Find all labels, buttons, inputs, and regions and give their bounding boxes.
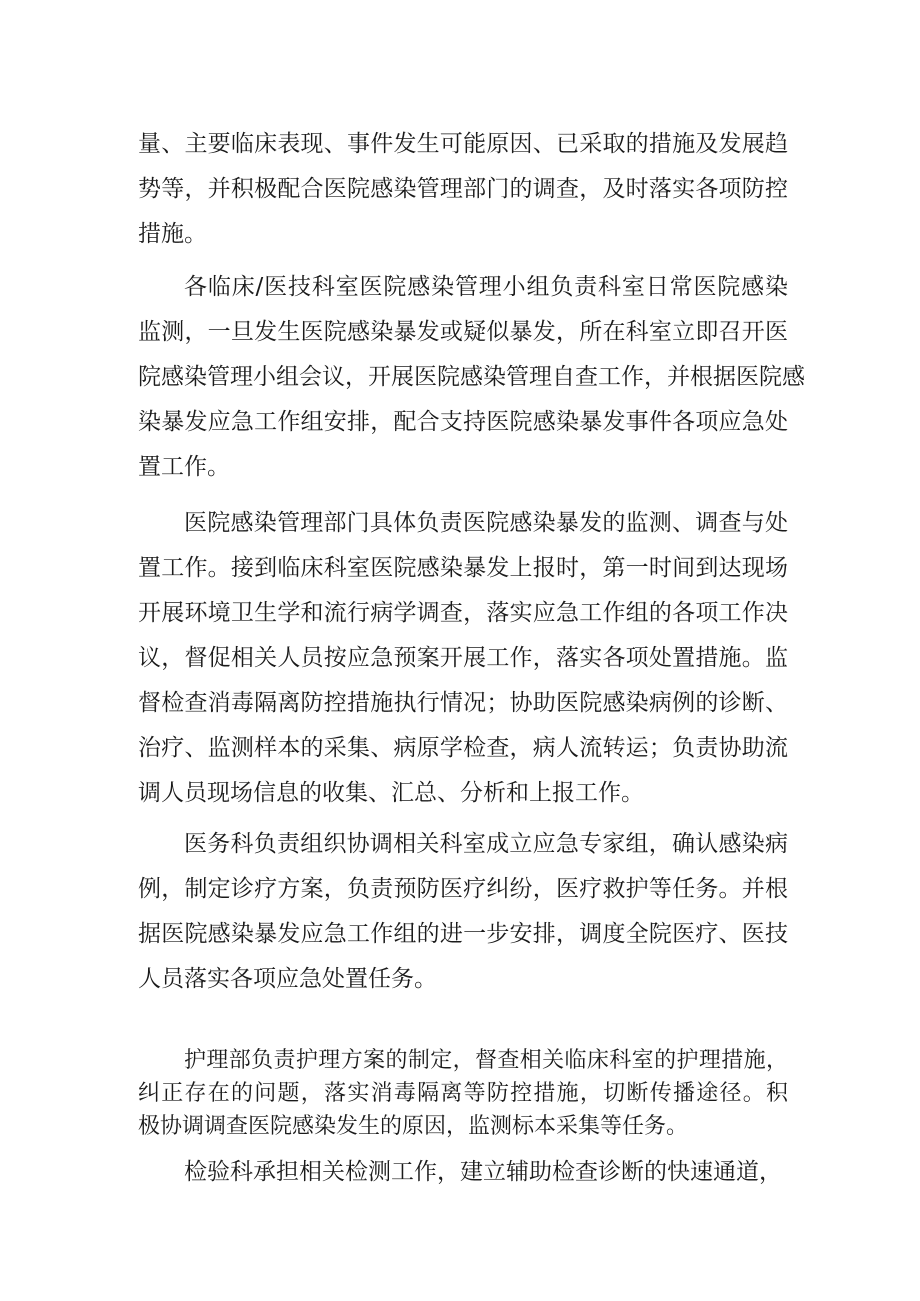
paragraph-line: 开展环境卫生学和流行病学调查，落实应急工作组的各项工作决 [138, 600, 788, 626]
paragraph-line: 置工作。 [138, 454, 230, 480]
paragraph-5 [138, 1044, 788, 1143]
paragraph-4 [138, 822, 788, 1002]
paragraph-line: 各临床/医技科室医院感染管理小组负责科室日常医院感染 [184, 274, 788, 300]
paragraph-line: 量、主要临床表现、事件发生可能原因、已采取的措施及发展趋 [138, 131, 788, 157]
paragraph-line: 染暴发应急工作组安排，配合支持医院感染暴发事件各项应急处 [138, 409, 788, 435]
paragraph-line: 极协调调查医院感染发生的原因，监测标本采集等任务。 [138, 1114, 689, 1139]
paragraph-line: 例，制定诊疗方案，负责预防医疗纠纷，医疗救护等任务。并根 [138, 876, 788, 902]
paragraph-1 [138, 122, 788, 257]
paragraph-line: 检验科承担相关检测工作，建立辅助检查诊断的快速通道， [184, 1159, 782, 1185]
paragraph-line: 监测，一旦发生医院感染暴发或疑似暴发，所在科室立即召开医 [138, 319, 788, 345]
paragraph-line: 纠正存在的问题，落实消毒隔离等防控措施，切断传播途径。积 [138, 1081, 788, 1106]
paragraph-line: 医务科负责组织协调相关科室成立应急专家组，确认感染病 [184, 831, 788, 857]
paragraph-line: 院感染管理小组会议，开展医院感染管理自查工作，并根据医院感 [138, 364, 805, 390]
paragraph-line: 督检查消毒隔离防控措施执行情况；协助医院感染病例的诊断、 [138, 690, 788, 716]
paragraph-line: 治疗、监测样本的采集、病原学检查，病人流转运；负责协助流 [138, 735, 788, 761]
paragraph-line: 护理部负责护理方案的制定，督查相关临床科室的护理措施， [184, 1048, 788, 1073]
paragraph-line: 置工作。接到临床科室医院感染暴发上报时，第一时间到达现场 [138, 555, 788, 581]
paragraph-line: 调人员现场信息的收集、汇总、分析和上报工作。 [138, 780, 644, 806]
paragraph-2 [138, 265, 805, 490]
paragraph-line: 措施。 [138, 221, 207, 247]
paragraph-line: 医院感染管理部门具体负责医院感染暴发的监测、调查与处 [184, 510, 788, 536]
paragraph-line: 人员落实各项应急处置任务。 [138, 966, 437, 992]
paragraph-6 [138, 1150, 788, 1195]
paragraph-line: 议，督促相关人员按应急预案开展工作，落实各项处置措施。监 [138, 645, 788, 671]
paragraph-3 [138, 501, 788, 816]
paragraph-line: 据医院感染暴发应急工作组的进一步安排，调度全院医疗、医技 [138, 921, 788, 947]
paragraph-line: 势等，并积极配合医院感染管理部门的调查，及时落实各项防控 [138, 176, 788, 202]
